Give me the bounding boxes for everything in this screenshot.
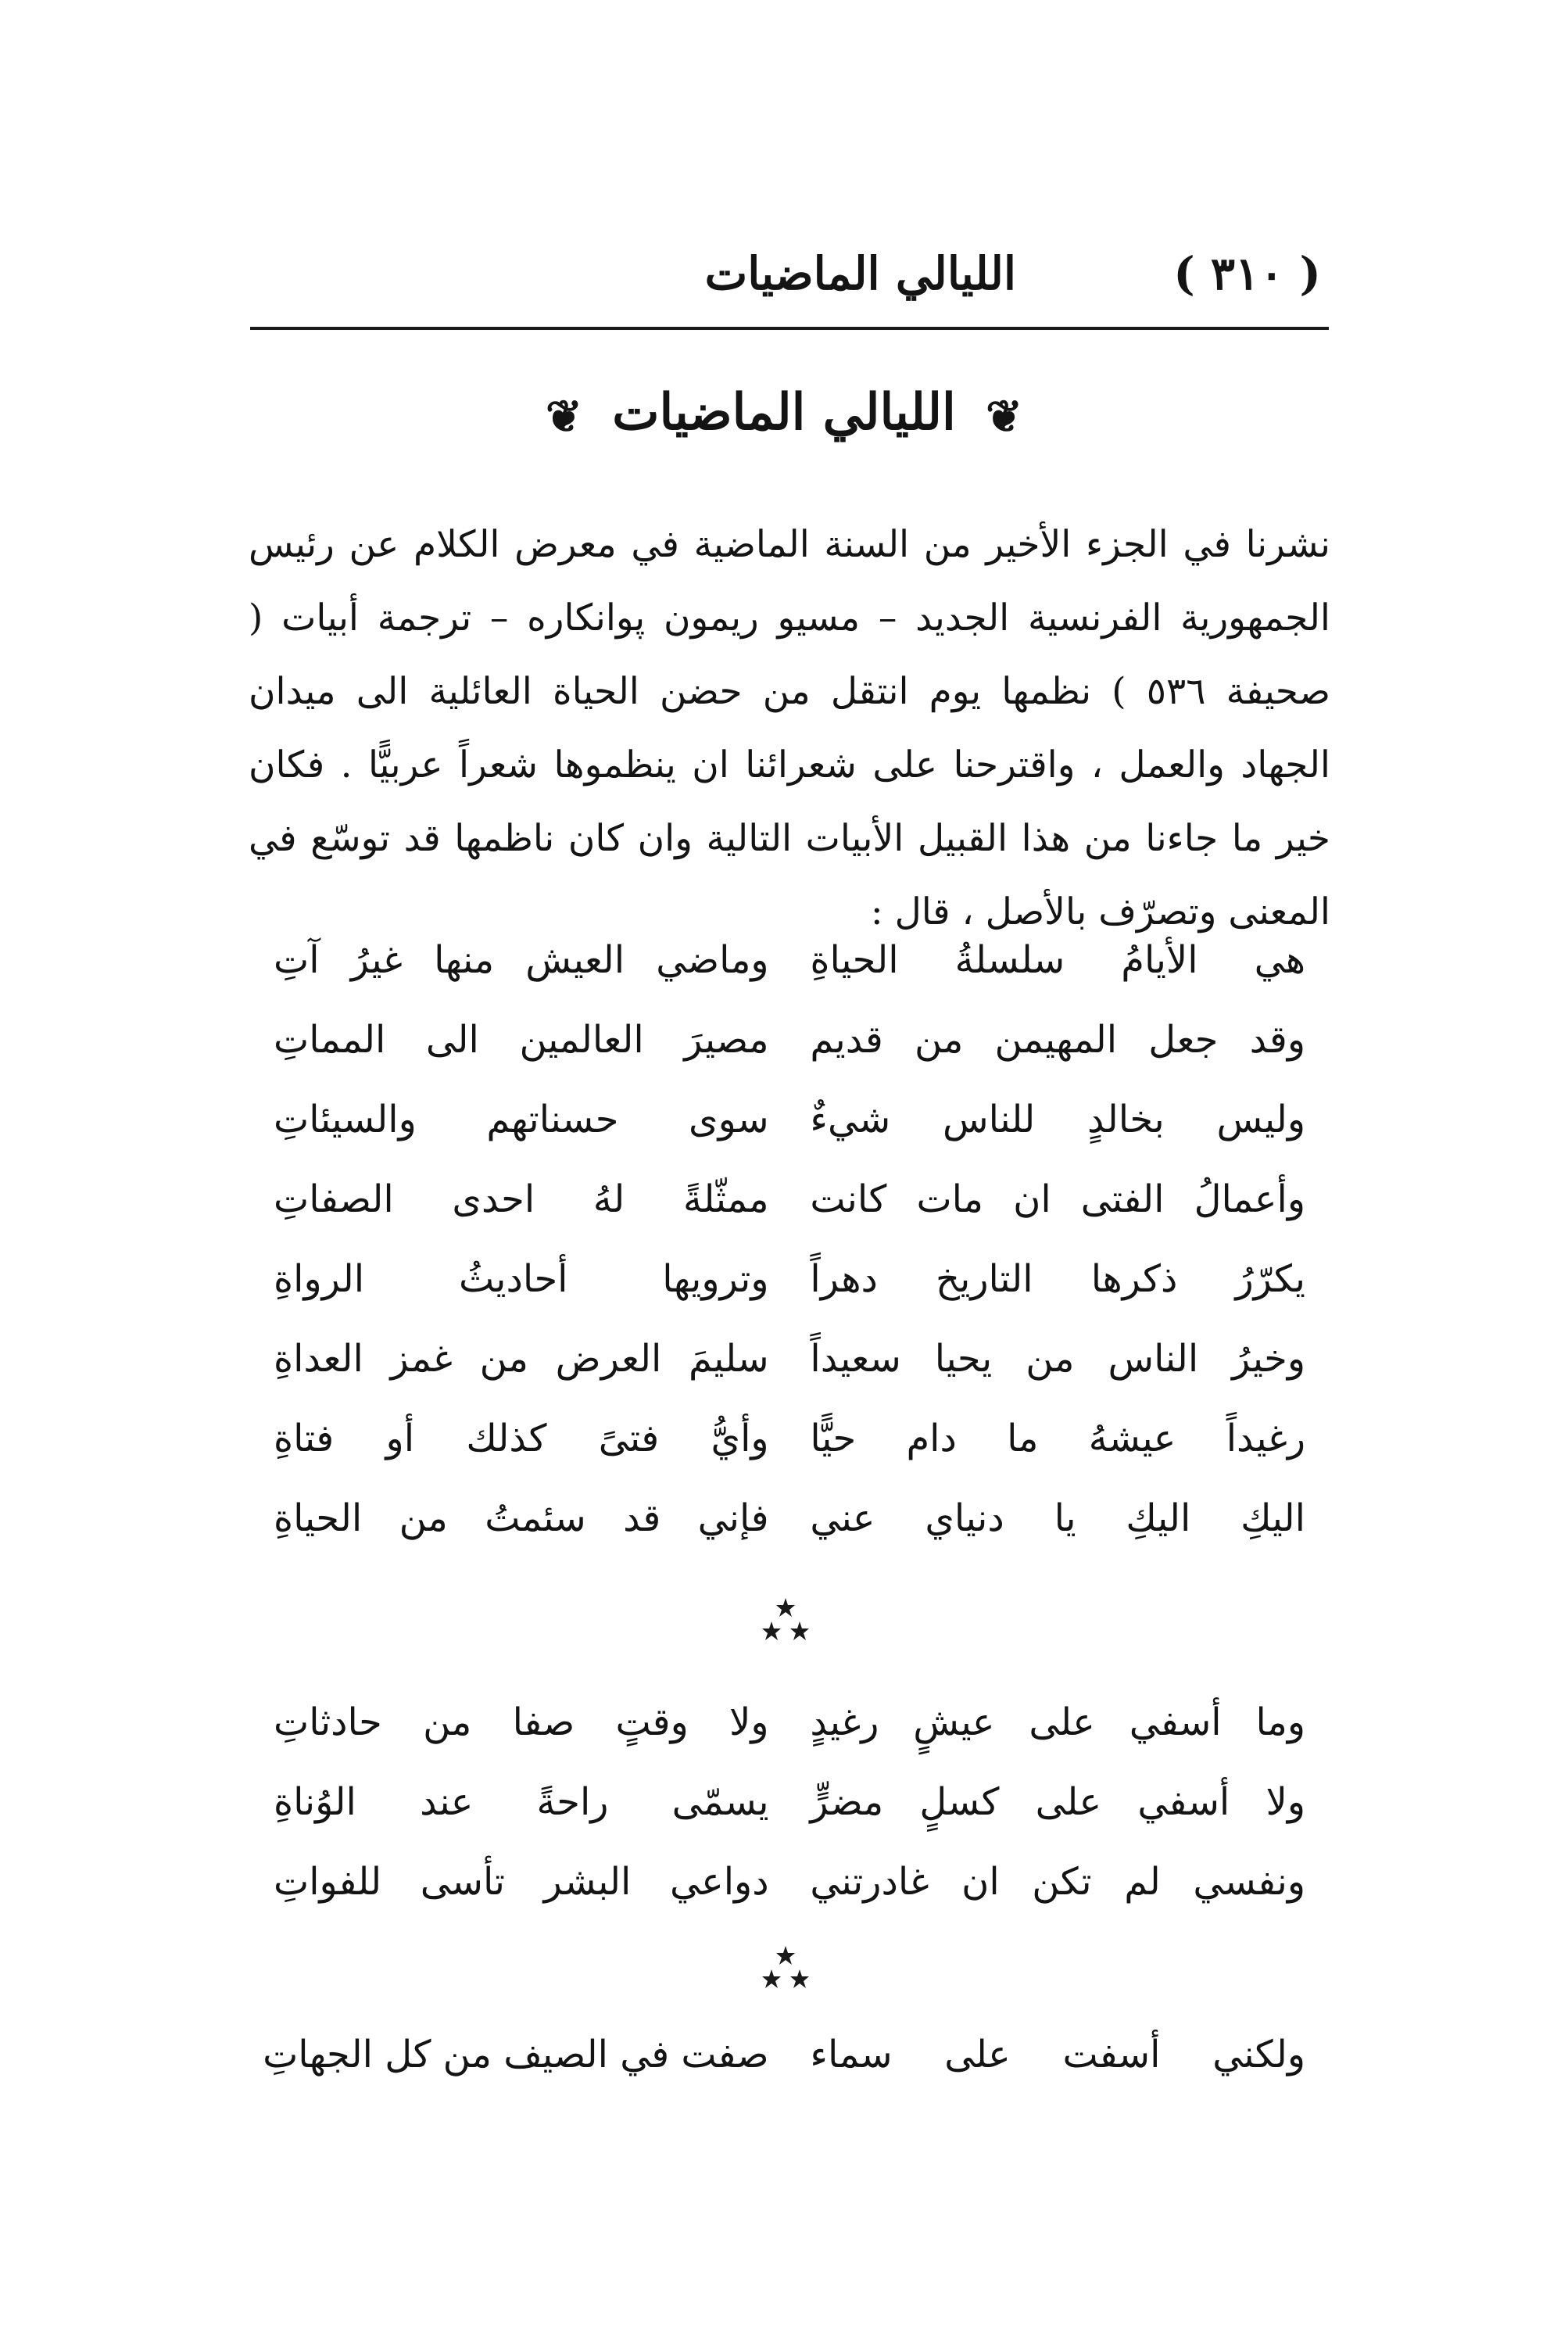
intro-paragraph	[249, 508, 1330, 949]
ornament-left-icon: ❦	[546, 390, 582, 443]
ornament-right-icon: ❦	[986, 390, 1022, 443]
section-heading	[0, 383, 1568, 443]
verse	[274, 938, 1305, 1018]
poem-stanza-3	[263, 2033, 1305, 2112]
poem-stanza-2	[274, 1700, 1305, 1940]
verse-first-hemistich: رغيداً عيشهُ ما دام حيًّا	[810, 1417, 1305, 1460]
verse-second-hemistich: صفت في الصيف من كل الجهاتِ	[263, 2033, 769, 2076]
intro-text: نشرنا في الجزء الأخير من السنة الماضية في معرض الكلام عن رئيس الجمهورية الفرنسية الجديد – مسيو ريمون پوانكاره – ترجمة أبيات ( صحيفة ٥٣٦ ) نظمها يوم انتقل من حضن الحياة العائلية الى ميدان الجهاد والعمل ، واقترحنا على شعرائنا ان ينظموها شعراً عربيًّا . فكان خير ما جاءنا من هذا القبيل الأبيات التالية وان كان ناظمها قد توسّع في المعنى وتصرّف بالأصل ، قال :	[249, 523, 1331, 933]
verse-first-hemistich: اليكِ اليكِ يا دنياي عني	[810, 1496, 1305, 1540]
verse-first-hemistich: وليس بخالدٍ للناس شيءٌ	[810, 1098, 1305, 1141]
verse-first-hemistich: يكرّرُ ذكرها التاريخ دهراً	[810, 1257, 1305, 1301]
page-number: ( ٣١٠ )	[1173, 247, 1321, 300]
verse	[263, 2033, 1305, 2112]
verse-second-hemistich: سوى حسناتهم والسيئاتِ	[274, 1098, 769, 1141]
verse-first-hemistich: ولا أسفي على كسلٍ مضرٍّ	[810, 1780, 1305, 1824]
verse-second-hemistich: ممثّلةً لهُ احدى الصفاتِ	[274, 1177, 769, 1221]
verse-first-hemistich: وخيرُ الناس من يحيا سعيداً	[810, 1337, 1305, 1381]
verse	[274, 1177, 1305, 1257]
verse	[274, 1417, 1305, 1496]
verse-first-hemistich: وأعمالُ الفتى ان مات كانت	[810, 1177, 1305, 1221]
verse	[274, 1337, 1305, 1417]
stanza-separator	[0, 1943, 1568, 2005]
running-title: الليالي الماضيات	[704, 247, 1016, 300]
verse	[274, 1257, 1305, 1337]
asterism-icon	[758, 1595, 813, 1650]
verse	[274, 1860, 1305, 1940]
section-title-text: الليالي الماضيات	[612, 383, 956, 442]
verse-first-hemistich: ولكني أسفت على سماء	[810, 2033, 1305, 2076]
verse-first-hemistich: ونفسي لم تكن ان غادرتني	[810, 1860, 1305, 1904]
poem-stanza-1	[274, 938, 1305, 1576]
verse-second-hemistich: ولا وقتٍ صفا من حادثاتِ	[274, 1700, 769, 1744]
verse-first-hemistich: وقد جعل المهيمن من قديم	[810, 1018, 1305, 1062]
verse-first-hemistich: وما أسفي على عيشٍ رغيدٍ	[810, 1700, 1305, 1744]
verse-second-hemistich: وترويها أحاديثُ الرواةِ	[274, 1257, 769, 1301]
verse	[274, 1018, 1305, 1098]
verse-second-hemistich: سليمَ العرض من غمز العداةِ	[274, 1337, 769, 1381]
verse	[274, 1700, 1305, 1780]
verse-second-hemistich: فإني قد سئمتُ من الحياةِ	[274, 1496, 769, 1540]
verse-first-hemistich: هي الأيامُ سلسلةُ الحياةِ	[810, 938, 1305, 982]
verse-second-hemistich: مصيرَ العالمين الى المماتِ	[274, 1018, 769, 1062]
verse-second-hemistich: وماضي العيش منها غيرُ آتِ	[274, 938, 769, 982]
verse	[274, 1098, 1305, 1177]
header-rule	[250, 327, 1329, 330]
verse-second-hemistich: دواعي البشر تأسى للفواتِ	[274, 1860, 769, 1904]
running-header	[250, 242, 1329, 328]
verse	[274, 1780, 1305, 1860]
asterism-icon	[758, 1943, 813, 1998]
verse-second-hemistich: يسمّى راحةً عند الوُناةِ	[274, 1780, 769, 1824]
verse-second-hemistich: وأيُّ فتىً كذلك أو فتاةِ	[274, 1417, 769, 1460]
stanza-separator	[0, 1595, 1568, 1657]
verse	[274, 1496, 1305, 1576]
